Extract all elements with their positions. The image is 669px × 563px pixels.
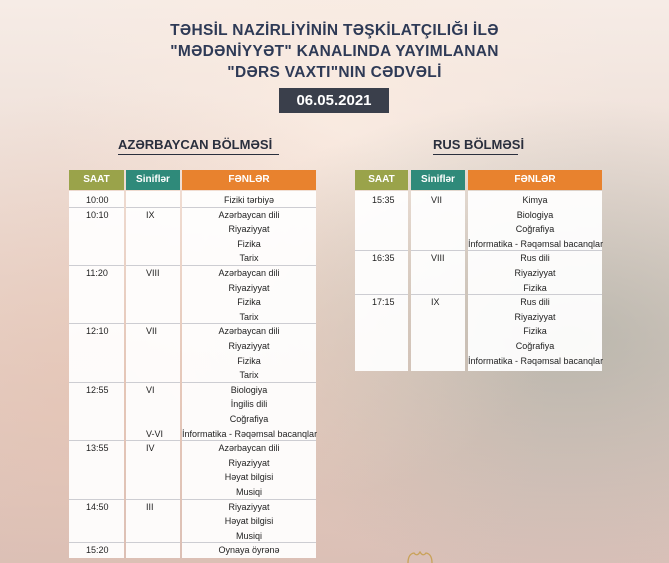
az-subject-cell: Azərbaycan dili [218,443,280,454]
az-subject-cell: Tarix [239,311,259,322]
az-class-cell: IX [146,209,155,220]
ru-subject-cell: Riyaziyyat [514,311,556,322]
az-subject-cell: Riyaziyyat [228,457,270,468]
ru-subject-cell: Fizika [523,282,547,293]
az-subject-cell: Tarix [239,253,259,264]
header-line-3: "DƏRS VAXTI"NIN CƏDVƏLİ [227,64,442,81]
az-time-cell: 14:50 [86,501,109,512]
ru-time-cell: 17:15 [372,297,395,308]
ru-time-cell: 15:35 [372,195,395,205]
az-time-cell: 11:20 [86,268,108,278]
ru-subject-cell: İnformatika - Rəqəmsal bacanqlar [468,238,604,249]
az-subject-cell: Azərbaycan dili [218,268,280,278]
ru-time-column [355,191,408,371]
ru-subject-cell: Riyaziyyat [514,268,556,278]
ru-section-underline [433,154,518,155]
az-class-cell: III [146,501,154,512]
az-subject-cell: Musiqi [235,487,262,497]
ru-subject-cell: Coğrafiya [515,341,555,351]
az-time-cell: 13:55 [86,443,109,454]
ru-section-title: RUS BÖLMƏSİ [433,137,525,152]
date-badge: 06.05.2021 [279,88,389,113]
ru-subject-cell: Kimya [522,195,548,205]
az-subject-cell: Biologiya [230,384,268,395]
az-subject-cell: Musiqi [235,530,262,541]
az-time-cell: 12:10 [86,326,109,337]
az-subject-cell: Oynaya öyrənə [218,545,280,556]
header-line-1: TƏHSİL NAZİRLİYİNİN TƏŞKİLATÇILIĞI İLƏ [170,22,499,39]
az-subject-cell: Coğrafiya [229,414,269,424]
ru-header-time: SAAT [355,170,408,190]
az-subject-cell: Fizika [237,238,261,249]
az-time-cell: 10:10 [86,209,109,220]
ru-header-subjects: FƏNLƏR [468,170,602,190]
az-subject-cell: Riyaziyyat [228,341,270,351]
az-subject-cell: Riyaziyyat [228,501,270,512]
az-header-classes: Siniflər [126,170,180,190]
ru-class-column [411,191,465,371]
az-subject-cell: Riyaziyyat [228,282,270,293]
ru-time-cell: 16:35 [372,253,395,264]
az-subject-cell: İnformatika - Rəqəmsal bacanqlar [182,428,318,439]
ru-class-cell: VII [431,195,443,205]
az-subject-cell: Fizika [237,355,261,366]
az-section-title: AZƏRBAYCAN BÖLMƏSİ [118,137,273,152]
az-time-cell: 15:20 [86,545,109,556]
az-header-time: SAAT [69,170,124,190]
ru-class-cell: VIII [431,253,445,264]
az-subject-cell: Həyat bilgisi [224,516,274,527]
ministry-emblem-icon [405,551,435,563]
ru-subject-cell: İnformatika - Rəqəmsal bacanqlar [468,355,604,366]
az-class-cell: VII [146,326,158,337]
az-subject-cell: Həyat bilgisi [224,472,274,483]
az-group-separator [126,542,180,543]
az-header-subjects: FƏNLƏR [182,170,316,190]
az-class-cell: VI [146,384,155,395]
ru-subject-cell: Rus dili [520,297,550,308]
az-class-cell: VIII [146,268,160,278]
az-time-cell: 10:00 [86,195,109,205]
az-subject-cell: Fiziki tərbiyə [223,195,274,205]
az-section-underline [118,154,279,155]
az-subject-cell: Tarix [239,370,259,381]
ru-header-classes: Siniflər [411,170,465,190]
ru-subject-cell: Rus dili [520,253,550,264]
header-line-2: "MƏDƏNİYYƏT" KANALINDA YAYIMLANAN [170,43,499,60]
ru-subject-cell: Coğrafiya [515,224,555,235]
az-subject-cell: Fizika [237,297,261,308]
az-subject-cell: Azərbaycan dili [218,209,280,220]
az-class-cell: V-VI [146,428,164,439]
ru-subject-cell: Biologiya [516,209,554,220]
az-subject-cell: Azərbaycan dili [218,326,280,337]
az-time-cell: 12:55 [86,384,109,395]
ru-subject-cell: Fizika [523,326,547,337]
az-subject-cell: Riyaziyyat [228,224,270,235]
az-subject-cell: İngilis dili [230,399,268,410]
ru-class-cell: IX [431,297,440,308]
az-class-cell: IV [146,443,155,454]
